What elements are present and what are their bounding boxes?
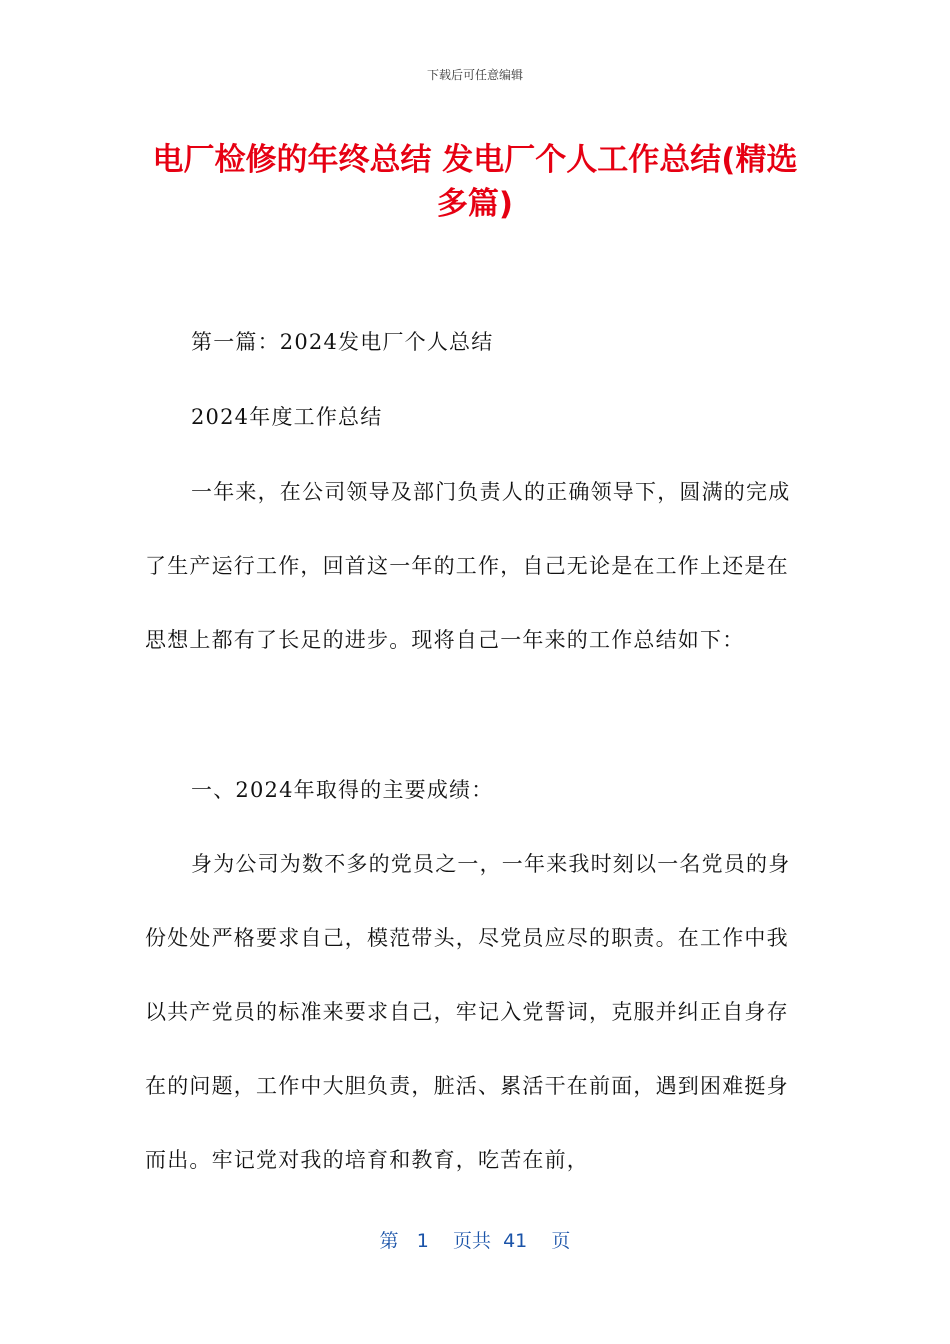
paragraph-section-heading: 第一篇：2024发电厂个人总结 xyxy=(191,330,494,354)
footer-suffix: 页 xyxy=(551,1230,571,1252)
paragraph-achievements-heading: 一、2024年取得的主要成绩： xyxy=(191,778,494,802)
paragraph-party-member: 身为公司为数不多的党员之一，一年来我时刻以一名党员的身份处处严格要求自己，模范带头，尽党员应尽的职责。在工作中我以共产党员的标准来要求自己，牢记入党誓词，克服并纠正自身存在的问题，工作中大胆负责，脏活、累活干在前面，遇到困难挺身而出。牢记党对我的培育和教育，吃苦在前， xyxy=(145,852,791,1172)
page-number: 1 xyxy=(416,1230,429,1252)
footer-prefix: 第 xyxy=(379,1230,399,1252)
paragraph-subtitle: 2024年度工作总结 xyxy=(191,405,383,429)
paragraph-intro: 一年来，在公司领导及部门负责人的正确领导下，圆满的完成了生产运行工作，回首这一年的工作，自己无论是在工作上还是在思想上都有了长足的进步。现将自己一年来的工作总结如下： xyxy=(145,480,791,652)
header-note: 下载后可任意编辑 xyxy=(426,68,523,82)
total-pages: 41 xyxy=(503,1230,528,1252)
footer-mid: 页共 xyxy=(452,1230,491,1252)
page-footer xyxy=(0,1226,950,1253)
document-title: 电厂检修的年终总结 发电厂个人工作总结(精选多篇) xyxy=(152,142,798,222)
